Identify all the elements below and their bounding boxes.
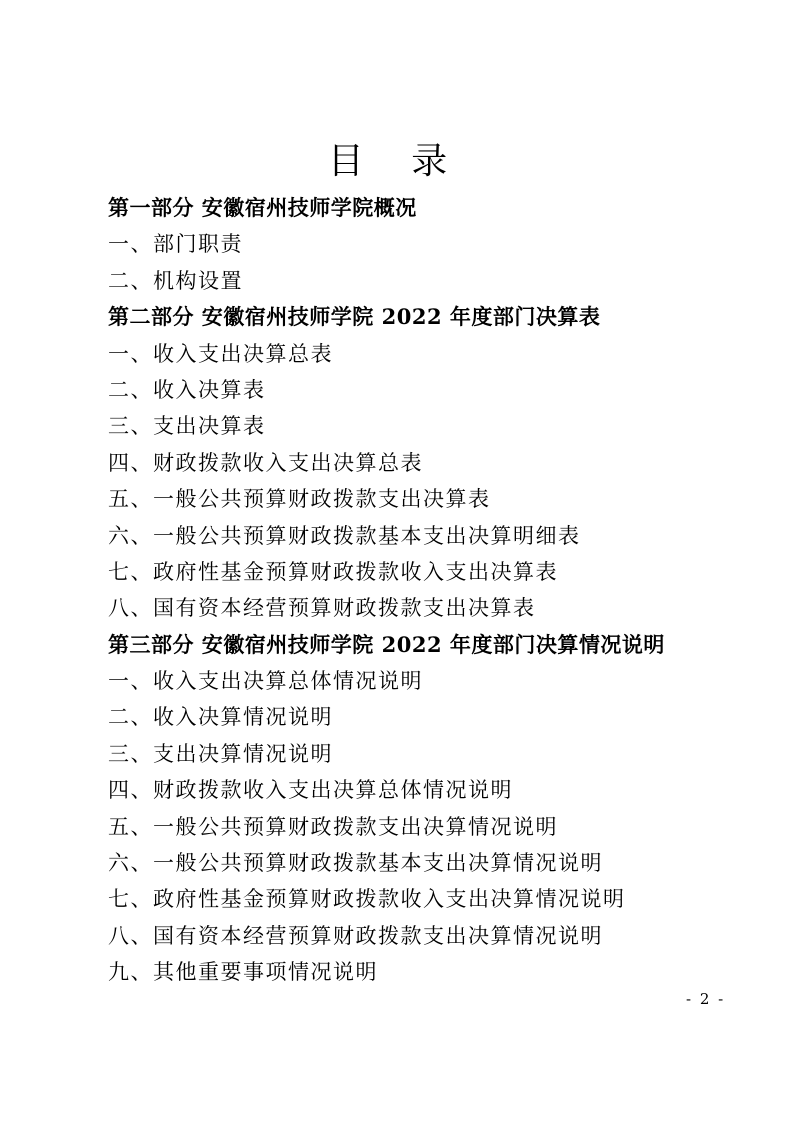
section-heading-2: 第二部分 安徽宿州技师学院 2022 年度部门决算表 — [108, 304, 601, 330]
page-title: 目 录 — [327, 141, 466, 182]
toc-item: 一、收入支出决算总表 — [108, 341, 333, 366]
toc-item: 二、收入决算表 — [108, 377, 266, 402]
toc-item: 七、政府性基金预算财政拨款收入支出决算情况说明 — [108, 887, 626, 912]
toc-item: 五、一般公共预算财政拨款支出决算表 — [108, 487, 491, 512]
section-heading-1: 第一部分 安徽宿州技师学院概况 — [108, 195, 417, 220]
toc-item: 六、一般公共预算财政拨款基本支出决算情况说明 — [108, 851, 603, 876]
toc-item: 二、机构设置 — [108, 268, 243, 293]
toc-item: 一、收入支出决算总体情况说明 — [108, 669, 423, 694]
toc-item: 一、部门职责 — [108, 232, 243, 257]
toc-item: 五、一般公共预算财政拨款支出决算情况说明 — [108, 814, 558, 839]
table-of-contents — [108, 190, 768, 991]
toc-item: 六、一般公共预算财政拨款基本支出决算明细表 — [108, 523, 581, 548]
toc-item: 四、财政拨款收入支出决算总体情况说明 — [108, 778, 513, 803]
toc-item: 七、政府性基金预算财政拨款收入支出决算表 — [108, 559, 558, 584]
toc-item: 九、其他重要事项情况说明 — [108, 960, 378, 985]
toc-item: 八、国有资本经营预算财政拨款支出决算情况说明 — [108, 923, 603, 948]
page-number: - 2 - — [686, 990, 726, 1008]
toc-item: 四、财政拨款收入支出决算总表 — [108, 450, 423, 475]
toc-item: 八、国有资本经营预算财政拨款支出决算表 — [108, 596, 536, 621]
toc-item: 二、收入决算情况说明 — [108, 705, 333, 730]
section-heading-3: 第三部分 安徽宿州技师学院 2022 年度部门决算情况说明 — [108, 631, 665, 657]
toc-item: 三、支出决算表 — [108, 414, 266, 439]
toc-item: 三、支出决算情况说明 — [108, 741, 333, 766]
